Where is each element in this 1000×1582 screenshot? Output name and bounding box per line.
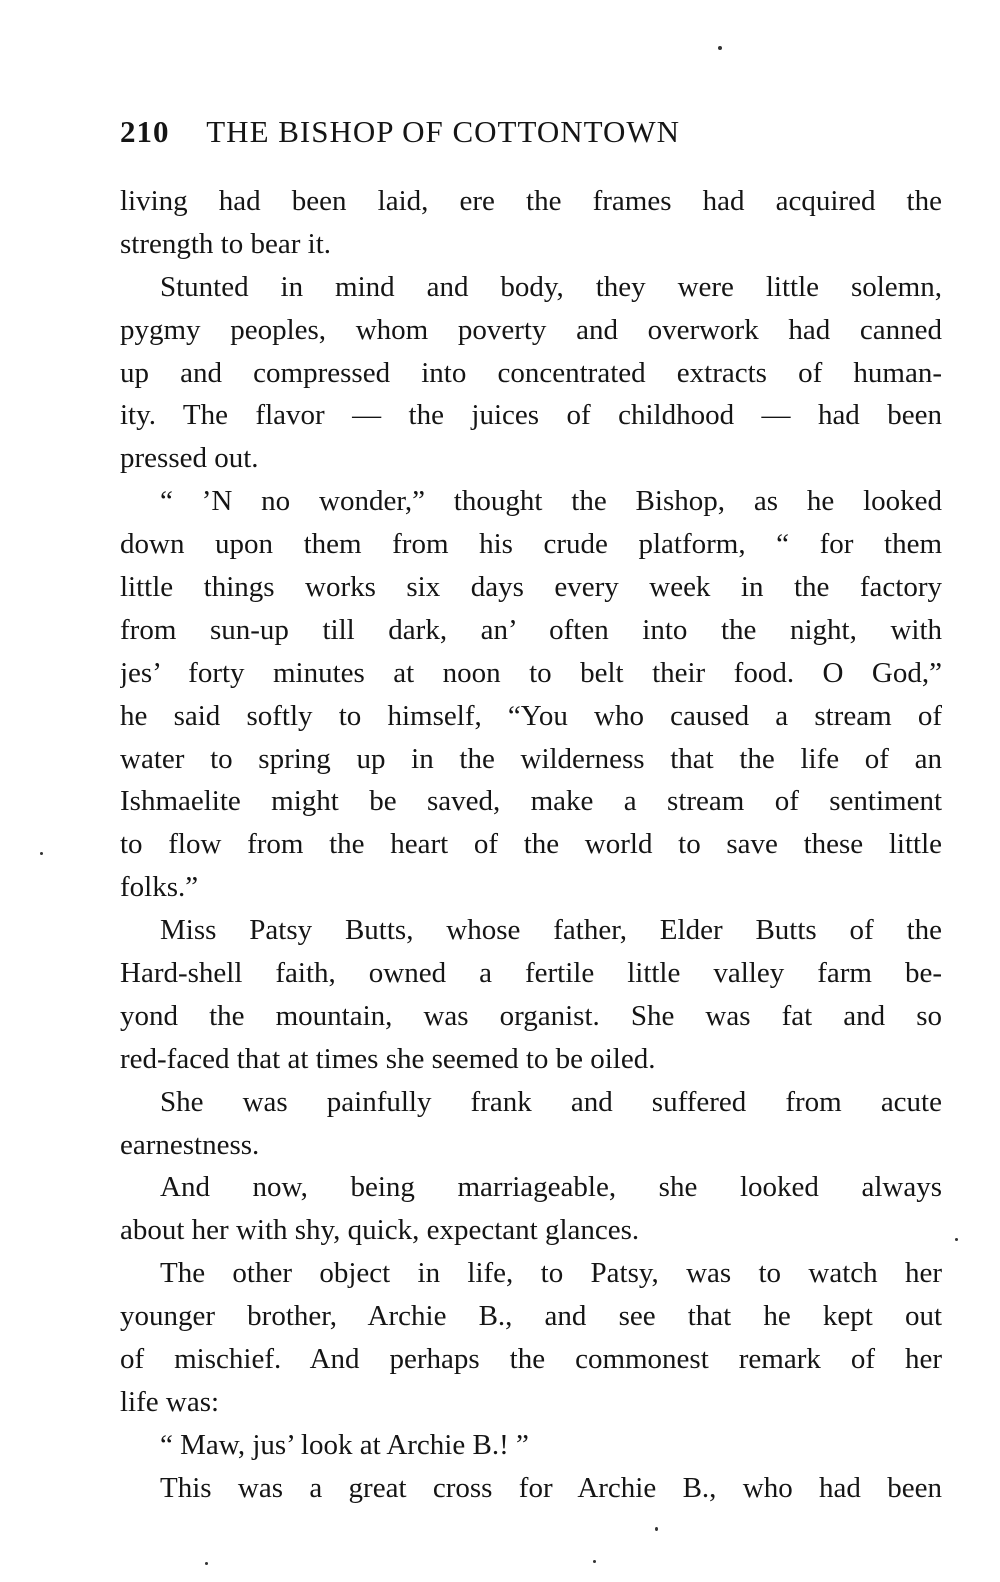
page-header: [120, 114, 950, 158]
scan-speck: [955, 1238, 958, 1241]
text-line: jes’ forty minutes at noon to belt their food. O God,”: [120, 656, 942, 689]
text-line: little things works six days every week in the factory: [120, 571, 942, 604]
text-line: to flow from the heart of the world to save these little: [120, 828, 942, 861]
text-line: younger brother, Archie B., and see that he kept out: [120, 1300, 942, 1333]
text-line: Miss Patsy Butts, whose father, Elder Butts of the: [160, 914, 942, 947]
scan-speck: [40, 852, 43, 855]
text-line: pygmy peoples, whom poverty and overwork had canned: [120, 313, 942, 346]
body-text: [120, 180, 942, 1510]
running-title: THE BISHOP OF COTTONTOWN: [206, 114, 681, 149]
text-line: living had been laid, ere the frames had acquired the: [120, 185, 942, 217]
text-line: Stunted in mind and body, they were little solemn,: [160, 270, 942, 303]
scan-speck: [205, 1562, 208, 1565]
text-line: from sun-up till dark, an’ often into the night, with: [120, 613, 942, 646]
text-line: She was painfully frank and suffered from acute: [160, 1085, 942, 1118]
scan-speck: [593, 1560, 596, 1563]
text-line: red-faced that at times she seemed to be oiled.: [120, 1042, 656, 1075]
text-line: folks.”: [120, 871, 199, 904]
scan-speck: [655, 1527, 658, 1531]
text-line: yond the mountain, was organist. She was fat and so: [120, 999, 942, 1032]
page-number: 210: [120, 114, 170, 149]
text-line: about her with shy, quick, expectant glances.: [120, 1214, 640, 1247]
text-line: Hard-shell faith, owned a fertile little valley farm be-: [120, 957, 942, 990]
text-line: “ ’N no wonder,” thought the Bishop, as he looked: [160, 485, 942, 518]
text-line: of mischief. And perhaps the commonest remark of her: [120, 1343, 942, 1376]
text-line: The other object in life, to Patsy, was to watch her: [160, 1257, 942, 1290]
text-line: This was a great cross for Archie B., who had been: [160, 1471, 942, 1504]
text-line: Ishmaelite might be saved, make a stream of sentiment: [120, 785, 942, 818]
text-line: life was:: [120, 1385, 220, 1418]
scan-speck: [718, 46, 722, 50]
text-line: earnestness.: [120, 1128, 260, 1161]
text-line: And now, being marriageable, she looked always: [160, 1171, 942, 1204]
text-line: strength to bear it.: [120, 227, 332, 260]
text-line: water to spring up in the wilderness that the life of an: [120, 742, 942, 775]
text-line: “ Maw, jus’ look at Archie B.! ”: [160, 1428, 529, 1461]
text-line: down upon them from his crude platform, “ for them: [120, 528, 942, 561]
text-line: pressed out.: [120, 442, 259, 475]
text-line: he said softly to himself, “You who caused a stream of: [120, 699, 942, 732]
text-line: up and compressed into concentrated extracts of human-: [120, 356, 942, 389]
text-line: ity. The flavor — the juices of childhood — had been: [120, 399, 942, 432]
